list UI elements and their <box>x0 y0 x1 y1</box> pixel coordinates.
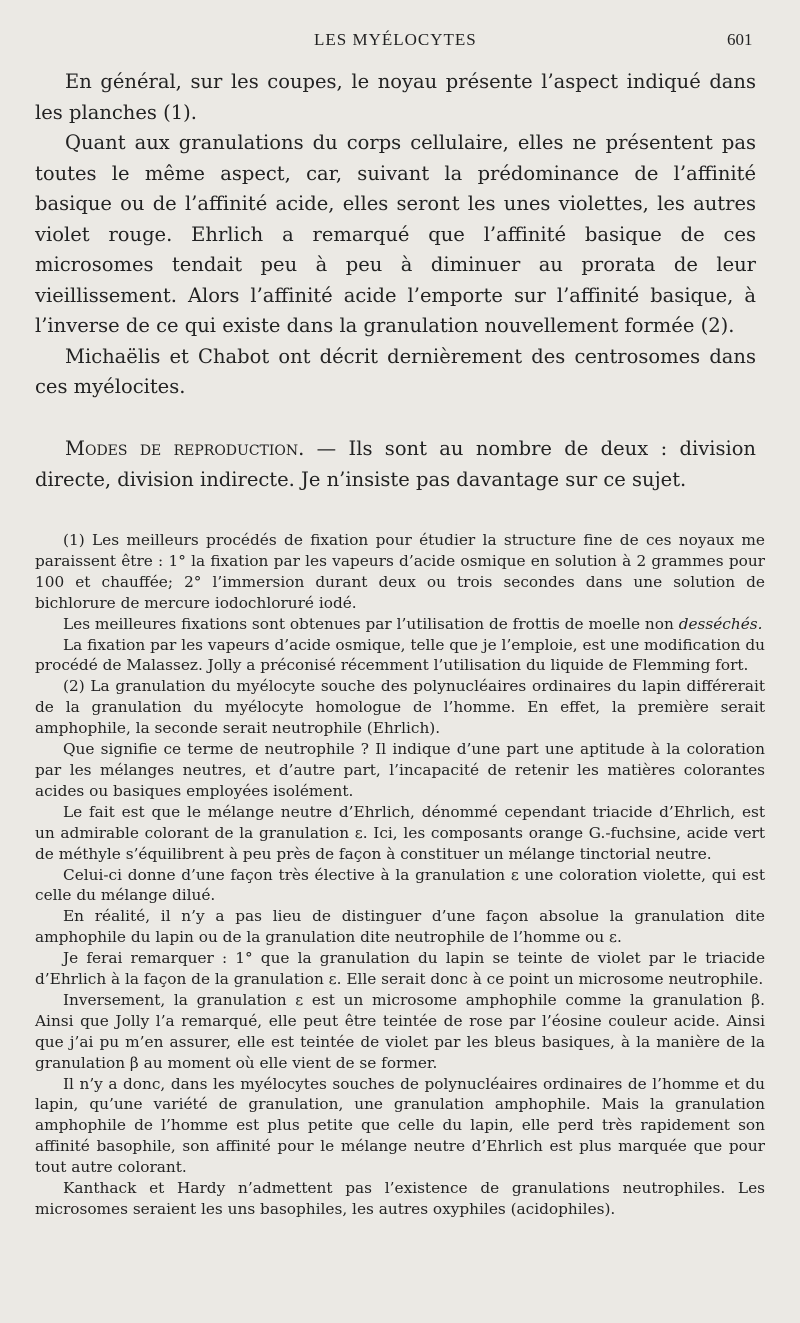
section-reproduction <box>35 434 756 495</box>
footnote-paragraph: La fixation par les vapeurs d’acide osmique, telle que je l’emploie, est une modification du procédé de Malassez. Jolly a préconisé récemment l’utilisation du liquide de Flemming fort. <box>35 635 765 675</box>
footnote-paragraph: Je ferai remarquer : 1° que la granulation du lapin se teinte de violet par le triacide d’Ehrlich à la façon de la granulation ε. Elle serait donc à ce point un microsome neutrophile. <box>35 949 765 989</box>
footnote-paragraph: Celui-ci donne d’une façon très élective à la granulation ε une coloration violette, qui est celle du mélange dilué. <box>35 865 765 905</box>
running-head: LES MYÉLOCYTES <box>314 30 477 49</box>
main-text <box>35 67 756 403</box>
paragraph: Quant aux granulations du corps cellulaire, elles ne présentent pas toutes le même aspect, car, suivant la prédominance de l’affinité basique ou de l’affinité acide, elles seront les unes violettes, les autres violet rouge. Ehrlich a remarqué que l’affinité basique de ces microsomes tendait peu à peu à diminuer au prorata de leur vieillissement. Alors l’affinité acide l’emporte sur l’affinité basique, à l’inverse de ce qui existe dans la granulation nouvellement formée (2). <box>35 131 756 337</box>
paragraph: Michaëlis et Chabot ont décrit dernièrement des centrosomes dans ces myélocites. <box>35 344 756 398</box>
footnote-paragraph: Que signifie ce terme de neutrophile ? Il indique d’une part une aptitude à la coloration par les mélanges neutres, et d’autre part, l’incapacité de retenir les matières colorantes acides ou basiques employées isolément. <box>35 740 765 800</box>
footnotes <box>35 530 765 1220</box>
page-header <box>0 30 800 54</box>
footnote-paragraph: Inversement, la granulation ε est un microsome amphophile comme la granulation β. Ainsi que Jolly l’a remarqué, elle peut être teintée de rose par l’éosine couleur acide. Ainsi que j’ai pu m’en assurer, elle est teintée de violet par les bleus basiques, à la manière de la granulation β au moment où elle vient de se former. <box>35 990 765 1072</box>
footnote-paragraph: (1) Les meilleurs procédés de fixation pour étudier la structure fine de ces noyaux me paraissent être : 1° la fixation par les vapeurs d’acide osmique en solution à 2 grammes pour 100 et chauffée; 2° l’immersion durant deux ou trois secondes dans une solution de bichlorure de mercure iodochloruré iodé. <box>35 531 765 612</box>
page-number: 601 <box>727 30 753 49</box>
paragraph: En général, sur les coupes, le noyau présente l’aspect indiqué dans les planches (1). <box>35 70 756 124</box>
footnote-text: Les meilleures fixations sont obtenues par l’utilisation de frottis de moelle non <box>63 614 679 633</box>
footnote-italic: desséchés. <box>678 614 763 633</box>
section-text: — Ils sont au nombre de deux : division directe, division indirecte. Je n’insiste pas davantage sur ce sujet. <box>35 437 756 491</box>
section-paragraph <box>35 434 756 495</box>
footnote-paragraph: (2) La granulation du myélocyte souche des polynucléaires ordinaires du lapin différerait de la granulation du myélocyte homologue de l’homme. En effet, la première serait amphophile, la seconde serait neutrophile (Ehrlich). <box>35 677 765 738</box>
footnote-paragraph: Il n’y a donc, dans les myélocytes souches de polynucléaires ordinaires de l’homme et du lapin, qu’une variété de granulation, une granulation amphophile. Mais la granulation amphophile de l’homme est plus petite que celle du lapin, elle perd très rapidement son affinité basophile, son affinité pour le mélange neutre d’Ehrlich est plus marquée que pour tout autre colorant. <box>35 1074 765 1177</box>
footnote-paragraph <box>35 614 765 635</box>
footnote-paragraph: Le fait est que le mélange neutre d’Ehrlich, dénommé cependant triacide d’Ehrlich, est un admirable colorant de la granulation ε. Ici, les composants orange G.-fuchsine, acide vert de méthyle s’équilibrent à peu près de façon à constituer un mélange tinctorial neutre. <box>35 802 765 863</box>
section-heading: Modes de reproduction. <box>65 437 305 460</box>
footnote-paragraph: Kanthack et Hardy n’admettent pas l’existence de granulations neutrophiles. Les microsomes seraient les uns basophiles, les autres oxyphiles (acidophiles). <box>35 1179 765 1218</box>
footnote-paragraph: En réalité, il n’y a pas lieu de distinguer d’une façon absolue la granulation dite amphophile du lapin ou de la granulation dite neutrophile de l’homme ou ε. <box>35 907 765 947</box>
